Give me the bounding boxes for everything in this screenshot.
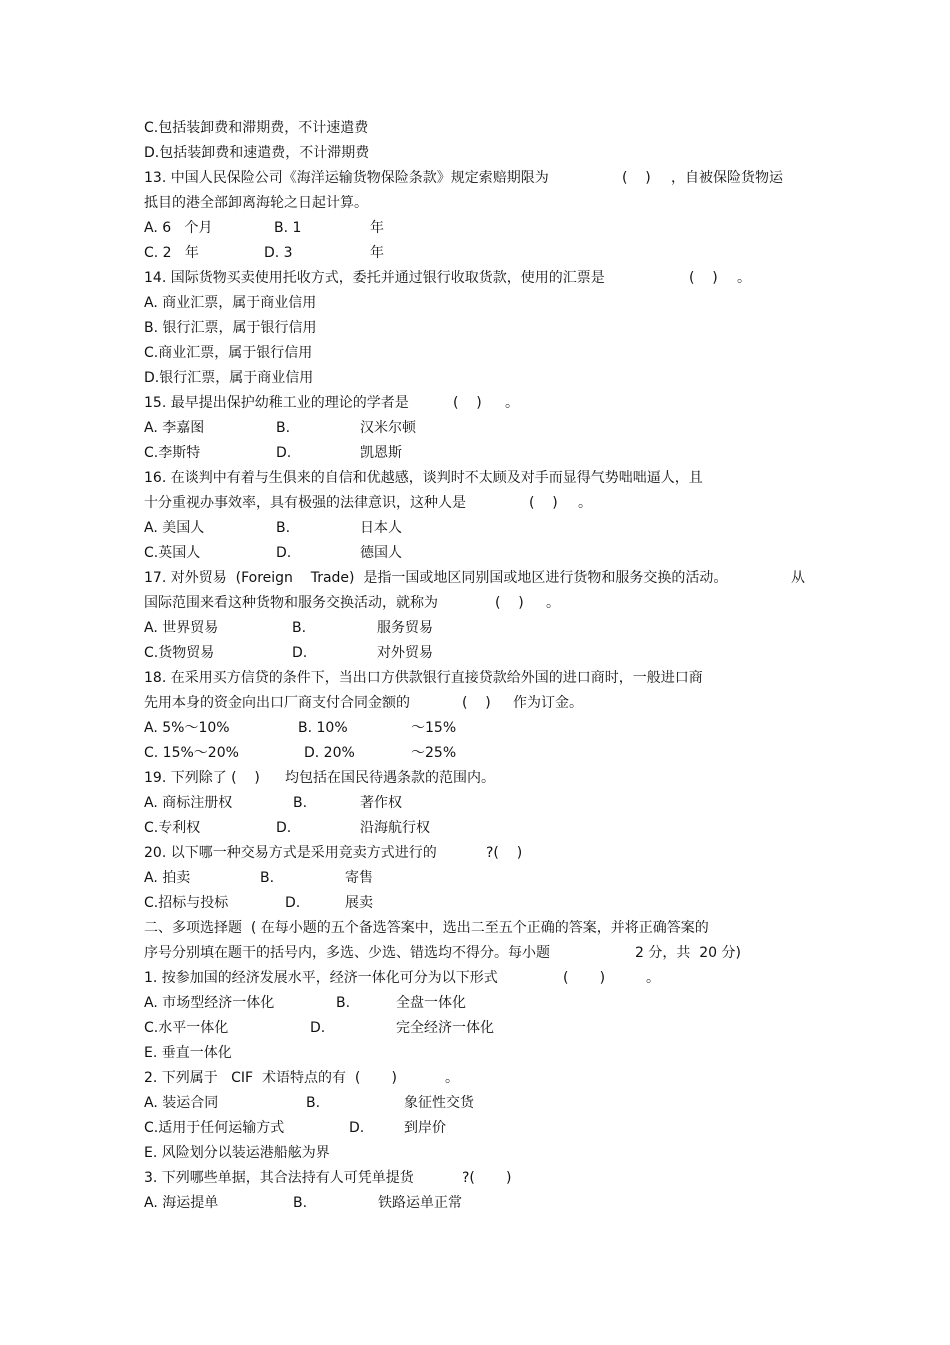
options-row	[144, 518, 744, 538]
option-b-text: 年	[370, 220, 384, 236]
option-c: C. 15%～20%	[144, 745, 239, 761]
question-text-tail: 从	[791, 570, 805, 586]
option-d-text: 对外贸易	[377, 645, 433, 661]
question-text: 1. 按参加国的经济发展水平，经济一体化可分为以下形式	[144, 970, 498, 986]
section-score: 2 分，共 20 分)	[635, 945, 741, 961]
section-instructions: 序号分别填在题干的括号内，多选、少选、错选均不得分。每小题	[144, 945, 550, 961]
option-b: B.	[276, 420, 291, 436]
option-c: C.李斯特	[144, 445, 201, 461]
option-d: D.	[292, 645, 308, 661]
option-b-text: 著作权	[360, 795, 402, 811]
option-b: B. 银行汇票，属于银行信用	[144, 320, 317, 336]
question-text-tail: 。	[646, 970, 660, 986]
option-b: B.	[292, 620, 307, 636]
question-text: 13. 中国人民保险公司《海洋运输货物保险条款》规定索赔期限为	[144, 170, 549, 186]
options-row	[144, 743, 744, 763]
options-row	[144, 543, 744, 563]
answer-blank: ( )	[462, 695, 491, 711]
option-c: C.水平一体化	[144, 1020, 229, 1036]
option-a: A. 商业汇票，属于商业信用	[144, 295, 317, 311]
option-d-text: 完全经济一体化	[396, 1020, 494, 1036]
answer-blank: ( )	[529, 495, 558, 511]
option-a: A. 拍卖	[144, 870, 191, 886]
option-c: C. 2 年	[144, 245, 199, 261]
option-b-text: 全盘一体化	[396, 995, 466, 1011]
question-m3	[144, 1168, 744, 1188]
option-b: B.	[293, 795, 308, 811]
option-c: C.专利权	[144, 820, 201, 836]
option-d: D.	[276, 545, 292, 561]
options-row	[144, 243, 744, 263]
option-b: B. 10%	[298, 720, 348, 736]
options-row	[144, 443, 744, 463]
answer-blank: ( )	[622, 170, 651, 186]
question-text-tail: 。	[445, 1070, 459, 1086]
option-a: A. 装运合同	[144, 1095, 219, 1111]
question-m1	[144, 968, 744, 988]
option-b-text: 象征性交货	[404, 1095, 474, 1111]
question-text-tail: 。	[505, 395, 519, 411]
text-line	[144, 1143, 330, 1163]
question-m2	[144, 1068, 744, 1088]
option-d: D.	[310, 1020, 326, 1036]
option-b-text: 寄售	[345, 870, 373, 886]
options-row	[144, 1193, 744, 1213]
answer-blank: ( )	[495, 595, 524, 611]
option-e: E. 风险划分以装运港船舷为界	[144, 1145, 330, 1161]
options-row	[144, 993, 744, 1013]
option-e: E. 垂直一体化	[144, 1045, 232, 1061]
options-row	[144, 818, 744, 838]
option-a: A. 世界贸易	[144, 620, 219, 636]
question-text-tail: 。	[546, 595, 560, 611]
question-text: 3. 下列哪些单据，其合法持有人可凭单提货	[144, 1170, 414, 1186]
option-c: C.包括装卸费和滞期费，不计速遣费	[144, 120, 369, 136]
option-b: B.	[276, 520, 291, 536]
option-d: D.	[285, 895, 301, 911]
option-b: B.	[260, 870, 275, 886]
option-d-text: 年	[370, 245, 384, 261]
question-text: 十分重视办事效率，具有极强的法律意识，这种人是	[144, 495, 466, 511]
option-d: D.	[276, 445, 292, 461]
options-row	[144, 793, 744, 813]
option-a: A. 6 个月	[144, 220, 213, 236]
question-text: 16. 在谈判中有着与生俱来的自信和优越感，谈判时不太顾及对手而显得气势咄咄逼人，且	[144, 470, 703, 486]
option-d-text: 德国人	[360, 545, 402, 561]
options-row	[144, 218, 744, 238]
text-line	[144, 343, 312, 363]
options-row	[144, 1093, 744, 1113]
question-18	[144, 668, 703, 688]
option-d-text: 凯恩斯	[360, 445, 402, 461]
option-a: A. 美国人	[144, 520, 205, 536]
option-c: C.英国人	[144, 545, 201, 561]
answer-blank: ( )	[563, 970, 606, 986]
options-row	[144, 618, 744, 638]
option-a: A. 市场型经济一体化	[144, 995, 275, 1011]
option-c: C.商业汇票，属于银行信用	[144, 345, 313, 361]
question-14	[144, 268, 844, 288]
question-text: 17. 对外贸易 (Foreign Trade) 是指一国或地区同别国或地区进行货物和服务交换的活动。	[144, 570, 728, 586]
question-text: 14. 国际货物买卖使用托收方式，委托并通过银行收取货款，使用的汇票是	[144, 270, 605, 286]
option-d: D.包括装卸费和速遣费，不计滞期费	[144, 145, 370, 161]
question-text: 15. 最早提出保护幼稚工业的理论的学者是	[144, 395, 409, 411]
option-a: A. 5%～10%	[144, 720, 230, 736]
question-text-tail: 。	[578, 495, 592, 511]
option-c: C.货物贸易	[144, 645, 215, 661]
option-d: D.	[276, 820, 292, 836]
option-c: C.适用于任何运输方式	[144, 1120, 285, 1136]
text-line	[144, 1043, 232, 1063]
text-line	[144, 368, 313, 388]
question-15	[144, 393, 744, 413]
option-c: C.招标与投标	[144, 895, 229, 911]
text-line	[144, 193, 368, 213]
options-row	[144, 718, 744, 738]
section-title: 二、多项选择题 ( 在每小题的五个备选答案中，选出二至五个正确的答案，并将正确答案的	[144, 920, 709, 936]
option-b-text: 汉米尔顿	[360, 420, 416, 436]
option-d: D. 20%	[304, 745, 355, 761]
text-line	[144, 593, 744, 613]
options-row	[144, 643, 744, 663]
option-d: D. 3	[264, 245, 293, 261]
text-line	[144, 293, 316, 313]
option-d-text: 沿海航行权	[360, 820, 430, 836]
question-text-tail: 。	[737, 270, 751, 286]
question-text: 19. 下列除了 ( )	[144, 770, 260, 786]
option-b: B.	[306, 1095, 321, 1111]
question-16	[144, 468, 703, 488]
option-b-text: ～15%	[411, 720, 457, 736]
section-heading	[144, 918, 709, 938]
question-text-tail: 均包括在国民待遇条款的范围内。	[285, 770, 495, 786]
answer-blank: ?( )	[462, 1170, 512, 1186]
text-line	[144, 693, 744, 713]
question-text: 先用本身的资金向出口厂商支付合同金额的	[144, 695, 410, 711]
options-row	[144, 893, 744, 913]
answer-blank: ( )	[689, 270, 718, 286]
text-line	[144, 318, 317, 338]
options-row	[144, 418, 744, 438]
option-a: A. 商标注册权	[144, 795, 233, 811]
option-d-text: 展卖	[345, 895, 373, 911]
question-text: 国际范围来看这种货物和服务交换活动，就称为	[144, 595, 438, 611]
text-line	[144, 118, 368, 138]
option-b-text: 服务贸易	[377, 620, 433, 636]
question-text-tail: ，自被保险货物运	[671, 170, 783, 186]
option-d-text: ～25%	[411, 745, 457, 761]
question-text: 抵目的港全部卸离海轮之日起计算。	[144, 195, 368, 211]
question-text: 18. 在采用买方信贷的条件下，当出口方供款银行直接贷款给外国的进口商时，一般进口商	[144, 670, 703, 686]
option-b-text: 铁路运单正常	[378, 1195, 462, 1211]
answer-blank: ( )	[453, 395, 482, 411]
question-19	[144, 768, 744, 788]
text-line	[144, 493, 744, 513]
options-row	[144, 1018, 744, 1038]
option-d-text: 到岸价	[404, 1120, 446, 1136]
question-text: 2. 下列属于 CIF 术语特点的有 ( )	[144, 1070, 397, 1086]
question-text: 20. 以下哪一种交易方式是采用竞卖方式进行的	[144, 845, 437, 861]
question-20	[144, 843, 744, 863]
question-13	[144, 168, 864, 188]
text-line	[144, 943, 794, 963]
options-row	[144, 868, 744, 888]
answer-blank: ?( )	[486, 845, 523, 861]
option-d: D.银行汇票，属于商业信用	[144, 370, 314, 386]
option-b: B.	[336, 995, 351, 1011]
question-17	[144, 568, 814, 588]
option-a: A. 海运提单	[144, 1195, 219, 1211]
question-text-tail: 作为订金。	[513, 695, 583, 711]
option-a: A. 李嘉图	[144, 420, 205, 436]
option-d: D.	[349, 1120, 365, 1136]
text-line	[144, 143, 369, 163]
options-row	[144, 1118, 744, 1138]
option-b: B.	[293, 1195, 308, 1211]
option-b: B. 1	[274, 220, 302, 236]
option-b-text: 日本人	[360, 520, 402, 536]
